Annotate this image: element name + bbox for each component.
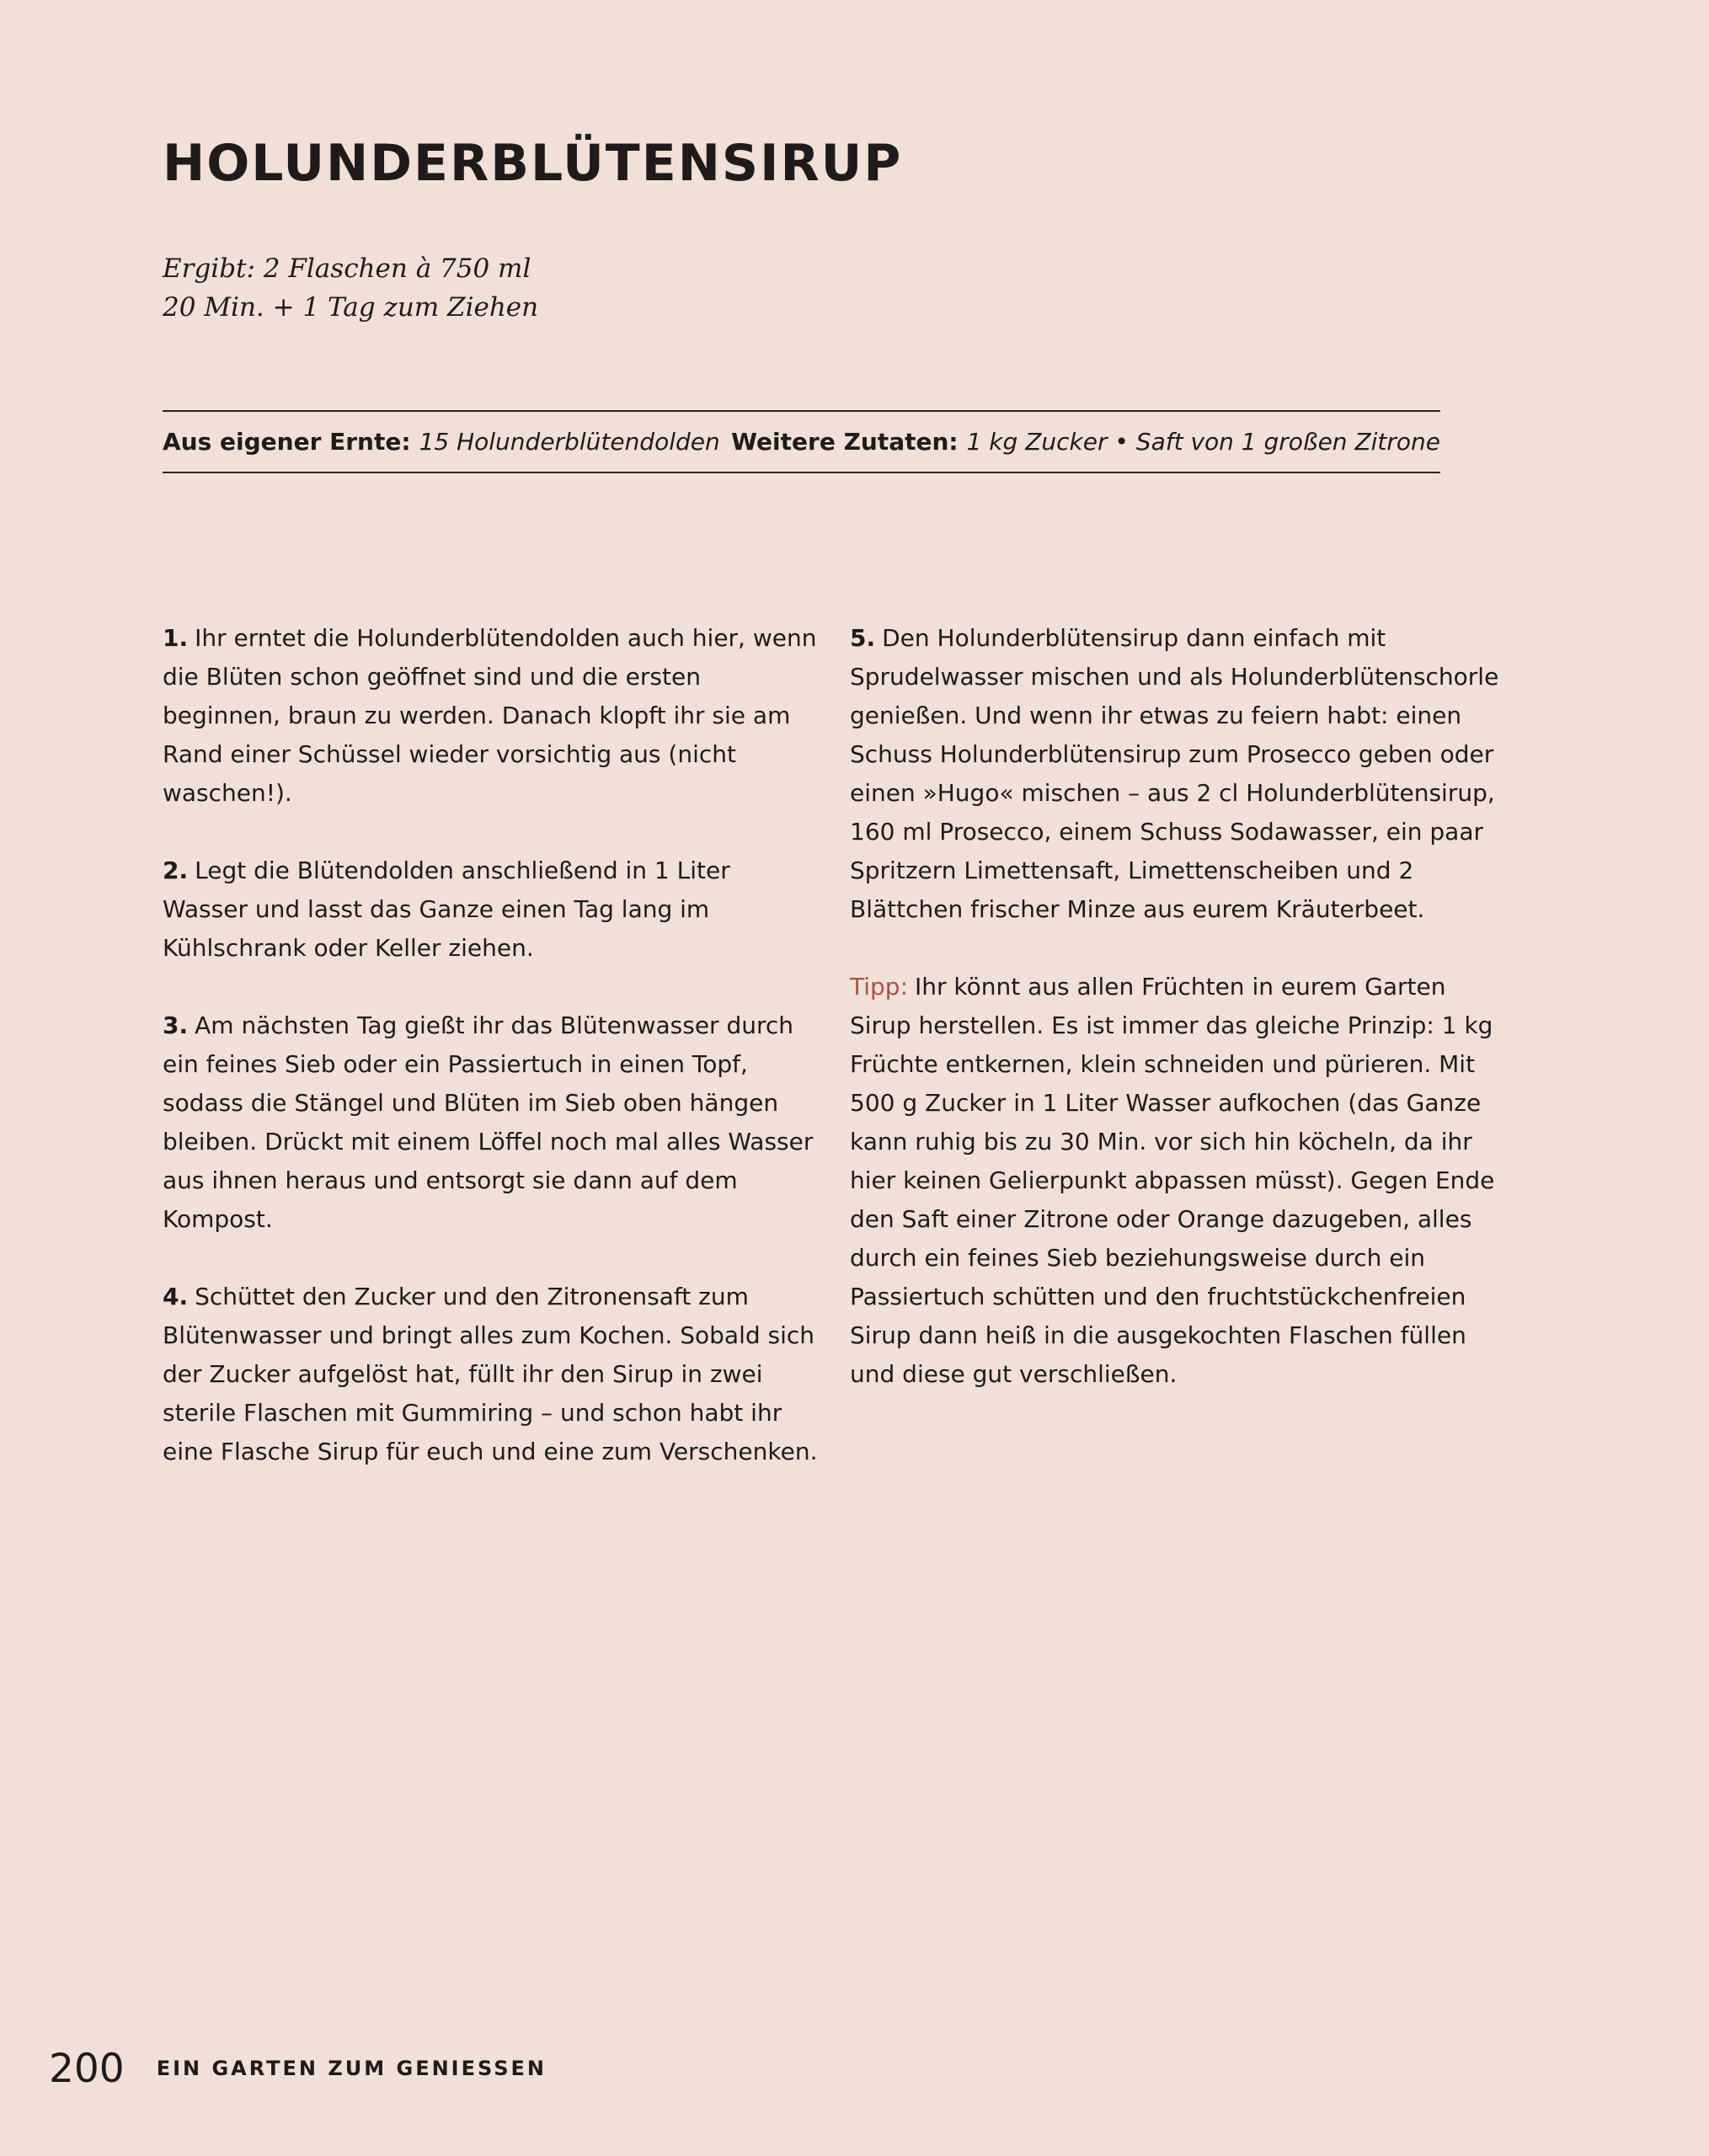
step-number: 2. <box>163 857 189 884</box>
step-text: Am nächsten Tag gießt ihr das Blütenwasser durch ein feines Sieb oder ein Passiertuch in einen Topf, sodass die Stängel und Blüten im Sieb oben hängen bleiben. Drückt mit einem Löffel noch mal alles Wasser aus ihnen heraus und entsorgt sie dann auf dem Kompost. <box>163 1011 814 1233</box>
other-ingredients-label: Weitere Zutaten: <box>731 428 959 456</box>
own-harvest-value: 15 Holunderblütendolden <box>419 428 720 456</box>
step-number: 5. <box>850 624 876 652</box>
step <box>163 1006 820 1239</box>
step-number: 1. <box>163 624 189 652</box>
step-text: Den Holunderblütensirup dann einfach mit Sprudelwasser mischen und als Holunderblütenschorle genießen. Und wenn ihr etwas zu feiern habt: einen Schuss Holunderblütensirup zum Prosecco geben oder einen »Hugo« mischen – aus 2 cl Holunderblütensirup, 160 ml Prosecco, einem Schuss Sodawasser, ein paar Spritzern Limettensaft, Limettenscheiben und 2 Blättchen frischer Minze aus eurem Kräuterbeet. <box>850 624 1499 923</box>
running-head: EIN GARTEN ZUM GENIESSEN <box>156 2057 547 2080</box>
recipe-yield: Ergibt: 2 Flaschen à 750 ml <box>163 253 531 284</box>
instructions-right-column <box>850 619 1507 1433</box>
tip <box>850 968 1507 1394</box>
step-text: Legt die Blütendolden anschließend in 1 Liter Wasser und lasst das Ganze einen Tag lang im Kühlschrank oder Keller ziehen. <box>163 857 730 962</box>
recipe-meta <box>163 249 538 327</box>
step-number: 3. <box>163 1011 189 1039</box>
other-ingredients-value: 1 kg Zucker • Saft von 1 großen Zitrone <box>966 428 1440 456</box>
recipe-title: HOLUNDERBLÜTENSIRUP <box>163 134 903 193</box>
step-text: Ihr erntet die Holunderblütendolden auch hier, wenn die Blüten schon geöffnet sind und die ersten beginnen, braun zu werden. Danach klopft ihr sie am Rand einer Schüssel wieder vorsichtig aus (nicht waschen!). <box>163 624 817 807</box>
tip-text: Ihr könnt aus allen Früchten in eurem Garten Sirup herstellen. Es ist immer das gleiche Prinzip: 1 kg Früchte entkernen, klein schneiden und pürieren. Mit 500 g Zucker in 1 Liter Wasser aufkochen (das Ganze kann ruhig bis zu 30 Min. vor sich hin köcheln, da ihr hier keinen Gelierpunkt abpassen müsst). Gegen Ende den Saft einer Zitrone oder Orange dazugeben, alles durch ein feines Sieb beziehungsweise durch ein Passiertuch schütten und den fruchtstückchenfreien Sirup dann heiß in die ausgekochten Flaschen füllen und diese gut verschließen. <box>850 973 1495 1388</box>
step-number: 4. <box>163 1283 189 1310</box>
step <box>163 851 820 968</box>
tip-label: Tipp: <box>850 973 909 1001</box>
page-footer <box>49 2043 547 2094</box>
step-text: Schüttet den Zucker und den Zitronensaft zum Blütenwasser und bringt alles zum Kochen. Sobald sich der Zucker aufgelöst hat, füllt ihr den Sirup in zwei sterile Flaschen mit Gummiring – und schon habt ihr eine Flasche Sirup für euch und eine zum Verschenken. <box>163 1283 818 1465</box>
page-number: 200 <box>49 2045 125 2092</box>
recipe-time: 20 Min. + 1 Tag zum Ziehen <box>163 292 539 323</box>
step <box>163 1278 820 1471</box>
own-harvest-label: Aus eigener Ernte: <box>163 428 411 456</box>
step <box>163 619 820 813</box>
step <box>850 619 1507 929</box>
instructions-left-column <box>163 619 820 1510</box>
ingredients-bar <box>163 410 1440 473</box>
